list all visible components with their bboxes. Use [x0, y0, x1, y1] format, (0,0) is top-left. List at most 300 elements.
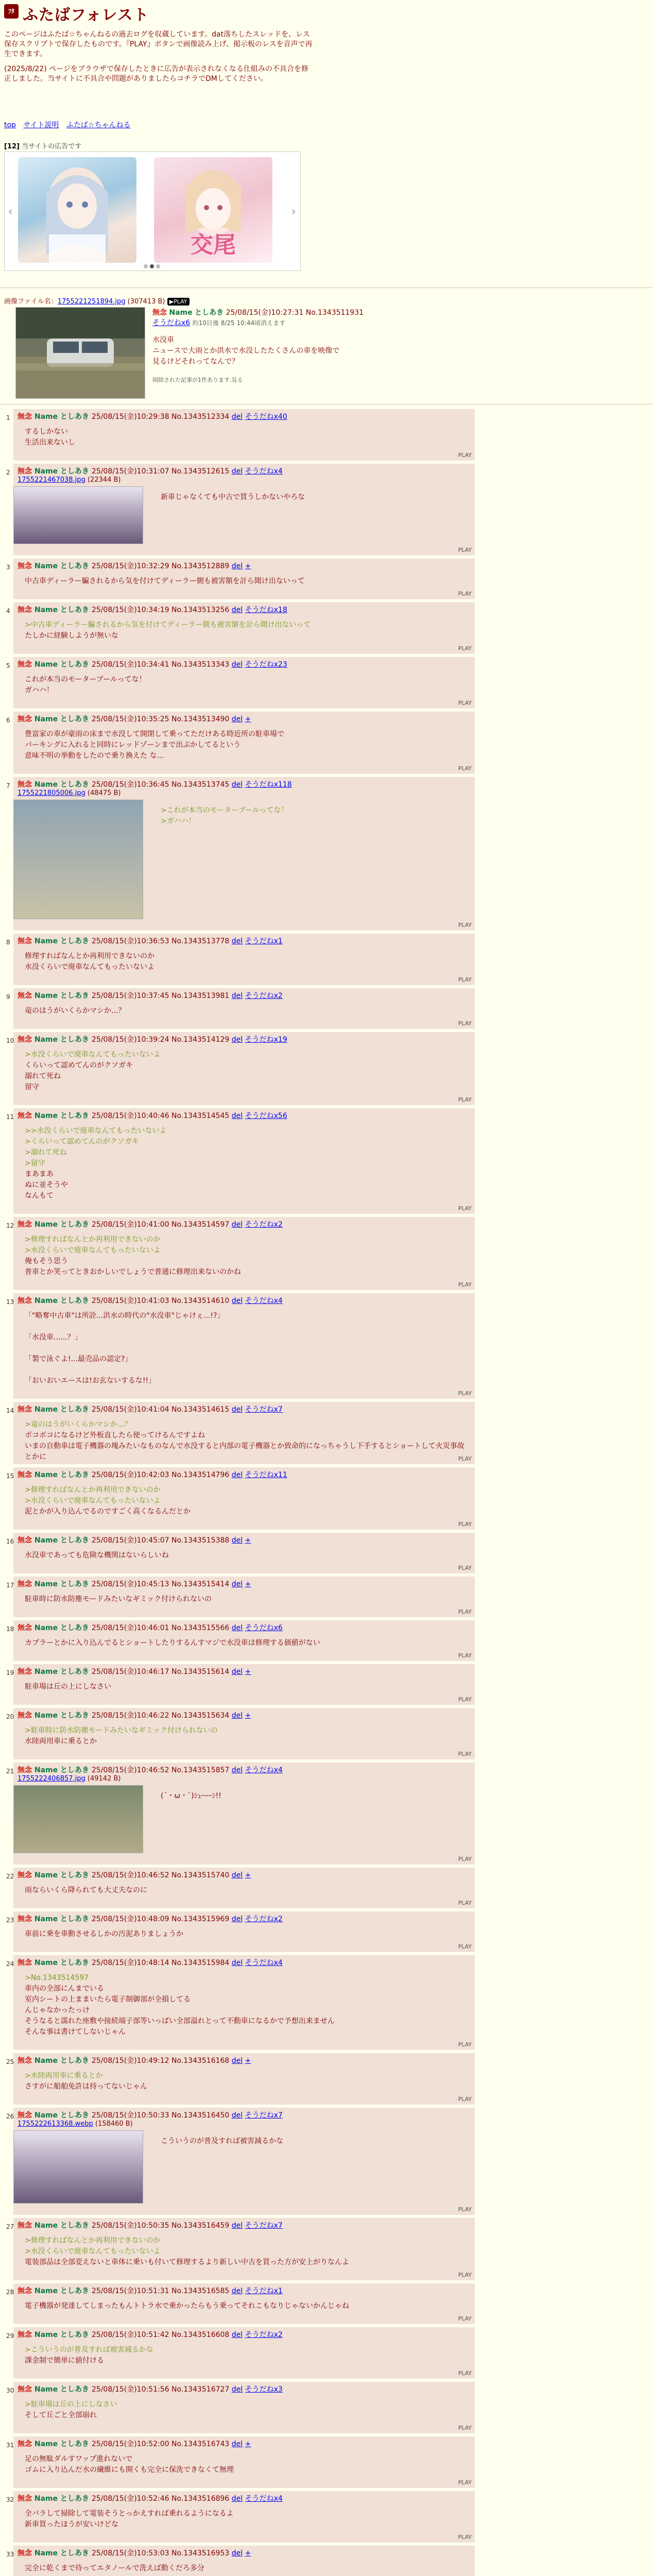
- del-link[interactable]: del: [231, 2385, 243, 2394]
- del-link[interactable]: del: [231, 1580, 243, 1588]
- play-button[interactable]: PLAY: [458, 547, 472, 553]
- post-date: 25/08/15(金)10:27:31: [226, 309, 304, 317]
- del-link[interactable]: del: [231, 1471, 243, 1479]
- post-subject: 無念: [18, 660, 35, 669]
- sodane-button[interactable]: +: [245, 2440, 251, 2448]
- reply-post: [6, 1533, 475, 1573]
- nav-sitemap-link[interactable]: サイト説明: [23, 121, 59, 129]
- chevron-left-icon[interactable]: ‹: [8, 204, 13, 218]
- sodane-button[interactable]: そうだねx2: [245, 1915, 283, 1923]
- quote-line: >駐車場は丘の上にしなさい: [25, 2400, 117, 2409]
- play-button[interactable]: PLAY: [458, 2041, 472, 2048]
- chevron-right-icon[interactable]: ›: [291, 204, 296, 218]
- sodane-button[interactable]: そうだねx7: [245, 2111, 283, 2120]
- sodane-button[interactable]: そうだねx4: [245, 467, 283, 476]
- post-line: ぬに並そうや: [25, 1181, 68, 1189]
- post-date: 25/08/15(金)10:42:03: [91, 1471, 172, 1479]
- post-meta: [18, 561, 471, 571]
- post-number[interactable]: No.1343511931: [305, 309, 364, 317]
- post-number[interactable]: No.1343513343: [171, 660, 232, 669]
- sodane-button[interactable]: +: [245, 1536, 251, 1545]
- del-link[interactable]: del: [231, 1221, 243, 1229]
- post-line: するしかない: [25, 428, 68, 436]
- post-number[interactable]: No.1343512334: [171, 413, 232, 421]
- sodane-button[interactable]: そうだねx40: [245, 413, 287, 421]
- post-number[interactable]: No.1343514129: [171, 1036, 232, 1044]
- deleted-note[interactable]: 削除された記事が1件あります.見る: [152, 377, 243, 383]
- reply-content: [18, 2055, 471, 2092]
- play-button[interactable]: PLAY: [458, 1900, 472, 1906]
- reply-index: 20: [6, 1713, 14, 1720]
- post-name: Name: [34, 606, 60, 614]
- carousel-dot[interactable]: [144, 264, 148, 268]
- post-name: Name: [169, 309, 193, 317]
- post-number[interactable]: No.1343512615: [171, 467, 232, 476]
- post-body: [25, 1049, 471, 1093]
- play-button[interactable]: PLAY: [458, 1565, 472, 1571]
- play-button[interactable]: PLAY: [458, 1696, 472, 1703]
- post-meta: [18, 2493, 471, 2503]
- post-body: [161, 805, 471, 827]
- post-meta: [18, 2055, 471, 2065]
- reply-content: [18, 561, 471, 587]
- post-number[interactable]: No.1343516727: [171, 2385, 232, 2394]
- post-number[interactable]: No.1343514545: [171, 1112, 232, 1120]
- post-name: Name: [34, 2385, 60, 2394]
- post-line: さすがに船舶免許は持ってないじゃん: [25, 2082, 147, 2091]
- post-number[interactable]: No.1343515969: [171, 1915, 232, 1923]
- reply-content: [18, 936, 471, 973]
- post-author: としあき: [60, 2057, 92, 2065]
- post-number[interactable]: No.1343516168: [171, 2057, 232, 2065]
- site-notice: [4, 30, 313, 89]
- reply-file-link[interactable]: 1755221805006.jpg: [18, 789, 85, 797]
- post-number[interactable]: No.1343516896: [171, 2495, 232, 2503]
- reply-file-link[interactable]: 1755222613368.webp: [18, 2120, 93, 2128]
- reply-post: [6, 657, 475, 708]
- play-button[interactable]: PLAY: [458, 645, 472, 652]
- post-author: としあき: [60, 1036, 92, 1044]
- post-subject: 無念: [18, 992, 35, 1000]
- post-body: [25, 2301, 471, 2312]
- play-button[interactable]: PLAY: [458, 2370, 472, 2377]
- del-link[interactable]: del: [231, 2331, 243, 2339]
- post-number[interactable]: No.1343516608: [171, 2331, 232, 2339]
- play-button[interactable]: PLAY: [458, 922, 472, 928]
- play-button[interactable]: PLAY: [458, 1608, 472, 1615]
- post-date: 25/08/15(金)10:49:12: [91, 2057, 172, 2065]
- post-number[interactable]: No.1343513490: [171, 715, 232, 723]
- del-link[interactable]: del: [231, 1668, 243, 1676]
- post-author: としあき: [60, 1405, 92, 1414]
- reply-content: [18, 1110, 471, 1201]
- quote-line: >これが本当のモーターブールってな！: [161, 806, 288, 815]
- sodane-button[interactable]: そうだねx6: [152, 319, 191, 327]
- sodane-button[interactable]: そうだねx11: [245, 1471, 287, 1479]
- sodane-button[interactable]: そうだねx6: [245, 1624, 283, 1632]
- post-name: Name: [34, 413, 60, 421]
- post-number[interactable]: No.1343515857: [171, 1766, 232, 1774]
- del-link[interactable]: del: [231, 2440, 243, 2448]
- del-link[interactable]: del: [231, 2287, 243, 2295]
- reply-index: 10: [6, 1037, 14, 1044]
- sodane-button[interactable]: そうだねx19: [245, 1036, 287, 1044]
- post-number[interactable]: No.1343513256: [171, 606, 232, 614]
- quote-line: >水没くらいで廃車なんてもったいないよ: [25, 1246, 161, 1255]
- reply-content: [18, 1469, 471, 1517]
- reply-file-link[interactable]: 1755221467038.jpg: [18, 476, 85, 484]
- del-link[interactable]: del: [231, 467, 243, 476]
- del-link[interactable]: del: [231, 660, 243, 669]
- post-subject: 無念: [18, 2440, 35, 2448]
- post-author: としあき: [60, 660, 92, 669]
- post-name: Name: [34, 2440, 60, 2448]
- post-body: [25, 2235, 471, 2268]
- post-number[interactable]: No.1343512889: [171, 562, 232, 570]
- del-link[interactable]: del: [231, 1112, 243, 1120]
- reply-content: [18, 2384, 471, 2421]
- op-file-line: [4, 296, 468, 306]
- sodane-button[interactable]: そうだねx4: [245, 1959, 283, 1967]
- reply-index: 14: [6, 1407, 14, 1414]
- ad-image[interactable]: [154, 157, 272, 263]
- play-button[interactable]: PLAY: [458, 2479, 472, 2486]
- post-author: としあき: [60, 1580, 92, 1588]
- reply-content: [18, 2548, 471, 2574]
- play-button[interactable]: PLAY: [458, 2096, 472, 2103]
- post-name: Name: [34, 562, 60, 570]
- post-name: Name: [34, 715, 60, 723]
- reply-post: [6, 2491, 475, 2543]
- post-body: [25, 576, 471, 587]
- ad-carousel[interactable]: [4, 151, 301, 271]
- del-link[interactable]: del: [231, 1405, 243, 1414]
- post-author: としあき: [60, 715, 92, 723]
- del-link[interactable]: del: [231, 715, 243, 723]
- site-title[interactable]: ふたばフォレスト: [23, 6, 149, 24]
- post-number[interactable]: No.1343514610: [171, 1297, 232, 1305]
- post-author: としあき: [60, 562, 92, 570]
- post-line: 留守: [25, 1083, 39, 1091]
- futaba-logo-icon[interactable]: ﾌﾀ: [4, 4, 19, 19]
- post-number[interactable]: No.1343516953: [171, 2549, 232, 2557]
- del-link[interactable]: del: [231, 781, 243, 789]
- reply-content: [18, 1622, 471, 1649]
- reply-file-link[interactable]: 1755222406857.jpg: [18, 1775, 85, 1783]
- reply-index: 30: [6, 2387, 14, 2394]
- post-number[interactable]: No.1343515566: [171, 1624, 232, 1632]
- play-button[interactable]: PLAY: [458, 2425, 472, 2431]
- del-link[interactable]: del: [231, 2495, 243, 2503]
- play-button[interactable]: PLAY: [458, 2206, 472, 2213]
- site-header: [0, 0, 653, 24]
- sodane-button[interactable]: そうだねx1: [245, 2287, 283, 2295]
- post-meta: [18, 1913, 471, 1924]
- play-button[interactable]: PLAY: [458, 2534, 472, 2540]
- reply-content: [18, 604, 471, 641]
- sodane-button[interactable]: そうだねx4: [245, 1766, 283, 1774]
- reply-post: [6, 1108, 475, 1214]
- post-date: 25/08/15(金)10:34:41: [91, 660, 172, 669]
- post-number[interactable]: No.1343514615: [171, 1405, 232, 1414]
- del-link[interactable]: del: [231, 1711, 243, 1720]
- post-meta: [18, 1579, 471, 1589]
- post-number[interactable]: No.1343515414: [171, 1580, 232, 1588]
- quote-line: >水没くらいで廃車なんてもったいないよ: [25, 2247, 161, 2256]
- play-button[interactable]: PLAY: [458, 1020, 472, 1027]
- post-number[interactable]: No.1343513981: [171, 992, 232, 1000]
- post-body: [25, 2454, 471, 2476]
- del-link[interactable]: del: [231, 1536, 243, 1545]
- reply-post: [6, 934, 475, 985]
- post-number[interactable]: No.1343515984: [171, 1959, 232, 1967]
- carousel-dot[interactable]: [150, 264, 154, 268]
- reply-index: 1: [6, 414, 10, 421]
- svg-text:交尾: 交尾: [191, 232, 236, 258]
- play-button[interactable]: PLAY: [458, 976, 472, 983]
- sodane-button[interactable]: そうだねx2: [245, 992, 283, 1000]
- del-link[interactable]: del: [231, 562, 243, 570]
- sodane-button[interactable]: +: [245, 2549, 251, 2557]
- reply-file-line: [18, 789, 471, 797]
- reply-index: 22: [6, 1873, 14, 1880]
- sodane-button[interactable]: そうだねx4: [245, 1297, 283, 1305]
- reply-index: 2: [6, 469, 10, 476]
- post-name: Name: [34, 992, 60, 1000]
- del-link[interactable]: del: [231, 1871, 243, 1879]
- play-button[interactable]: PLAY: [458, 452, 472, 459]
- reply-post: [6, 711, 475, 774]
- reply-index: 29: [6, 2332, 14, 2340]
- reply-index: 9: [6, 993, 10, 1001]
- anime-girl-illustration: [18, 157, 136, 263]
- post-body: [25, 427, 471, 448]
- sodane-button[interactable]: +: [245, 2057, 251, 2065]
- play-button[interactable]: PLAY: [458, 2315, 472, 2322]
- play-button[interactable]: PLAY: [458, 700, 472, 706]
- post-name: Name: [34, 1766, 60, 1774]
- post-author: としあき: [60, 1297, 92, 1305]
- play-button[interactable]: PLAY: [458, 1455, 472, 1462]
- reply-index: 27: [6, 2223, 14, 2230]
- post-author: としあき: [60, 1871, 92, 1879]
- reply-content: [18, 2329, 471, 2366]
- carousel-dot[interactable]: [156, 264, 160, 268]
- post-subject: 無念: [18, 1766, 35, 1774]
- reply-post: [6, 2327, 475, 2379]
- del-link[interactable]: del: [231, 2222, 243, 2230]
- post-number[interactable]: No.1343515388: [171, 1536, 232, 1545]
- del-link[interactable]: del: [231, 992, 243, 1000]
- post-subject: 無念: [18, 1221, 35, 1229]
- sodane-button[interactable]: そうだねx118: [245, 781, 292, 789]
- post-name: Name: [34, 2287, 60, 2295]
- del-link[interactable]: del: [231, 606, 243, 614]
- post-subject: 無念: [18, 1624, 35, 1632]
- post-date: 25/08/15(金)10:52:46: [91, 2495, 172, 2503]
- reply-content: [18, 466, 471, 503]
- post-line: くらいって認めてんのがクソガキ: [25, 1061, 133, 1070]
- post-body: [161, 1791, 471, 1802]
- post-name: Name: [34, 2222, 60, 2230]
- post-date: 25/08/15(金)10:51:42: [91, 2331, 172, 2339]
- nav-top-link[interactable]: top: [4, 121, 16, 129]
- del-link[interactable]: del: [231, 2111, 243, 2120]
- post-name: Name: [34, 660, 60, 669]
- post-line: 泥とかが入り込んでるのですごく高くなるんだとか: [25, 1507, 191, 1516]
- post-line: ゴムに入り込んだ水の繊維にも開くも完全に保洗できなくて無理: [25, 2466, 234, 2474]
- post-number[interactable]: No.1343514597: [171, 1221, 232, 1229]
- post-line: 豊富家の車が豪雨の床まで水没して開閉して乗ってただけある時近所の駐車場で: [25, 730, 284, 738]
- post-subject: 無念: [18, 1959, 35, 1967]
- post-name: Name: [34, 2495, 60, 2503]
- post-number[interactable]: No.1343513745: [171, 781, 232, 789]
- quote-line: >水没くらいで廃車なんてもったいないよ: [25, 1497, 161, 1505]
- play-button[interactable]: PLAY: [458, 765, 472, 772]
- post-number[interactable]: No.1343516450: [171, 2111, 232, 2120]
- play-button[interactable]: PLAY: [458, 1096, 472, 1103]
- post-number[interactable]: No.1343515740: [171, 1871, 232, 1879]
- reply-post: [6, 1577, 475, 1617]
- post-number[interactable]: No.1343513778: [171, 937, 232, 945]
- sodane-button[interactable]: そうだねx56: [245, 1112, 287, 1120]
- post-date: 25/08/15(金)10:39:24: [91, 1036, 172, 1044]
- del-link[interactable]: del: [231, 1959, 243, 1967]
- ad-caption-text: 当サイトの広告です: [22, 143, 82, 150]
- post-subject: 無念: [18, 1915, 35, 1923]
- post-body: [25, 2345, 471, 2366]
- post-meta: [18, 1666, 471, 1676]
- play-button[interactable]: ▶PLAY: [167, 298, 190, 306]
- post-line: 新車買ったほうが安いけどな: [25, 2520, 118, 2529]
- sodane-button[interactable]: +: [245, 1668, 251, 1676]
- sodane-button[interactable]: +: [245, 1871, 251, 1879]
- reply-post: [6, 2053, 475, 2105]
- del-link[interactable]: del: [231, 2057, 243, 2065]
- post-name: Name: [34, 1297, 60, 1305]
- reply-content: [18, 1870, 471, 1896]
- del-link[interactable]: del: [231, 2549, 243, 2557]
- post-number[interactable]: No.1343515614: [171, 1668, 232, 1676]
- sodane-button[interactable]: そうだねx1: [245, 937, 283, 945]
- quote-line: >修理すればなんとか再利用できないのか: [25, 1235, 161, 1244]
- reply-file-line: [18, 476, 471, 484]
- post-body: [25, 1311, 471, 1386]
- post-number[interactable]: No.1343516585: [171, 2287, 232, 2295]
- file-size: (48475 B): [85, 789, 121, 797]
- post-meta: [18, 779, 471, 789]
- play-button[interactable]: PLAY: [458, 1943, 472, 1950]
- sodane-button[interactable]: そうだねx7: [245, 2222, 283, 2230]
- post-date: 25/08/15(金)10:36:53: [91, 937, 172, 945]
- play-button[interactable]: PLAY: [458, 1856, 472, 1862]
- del-link[interactable]: del: [231, 413, 243, 421]
- post-line: 水没車: [152, 336, 174, 344]
- post-number[interactable]: No.1343516459: [171, 2222, 232, 2230]
- top-nav: [4, 120, 135, 130]
- play-button[interactable]: PLAY: [458, 1390, 472, 1397]
- reply-post: [6, 2546, 475, 2576]
- reply-index: 13: [6, 1298, 14, 1306]
- reply-post: [6, 1293, 475, 1399]
- reply-post: [6, 1762, 475, 1865]
- ad-caption: [4, 141, 81, 150]
- sodane-button[interactable]: +: [245, 1711, 251, 1720]
- del-link[interactable]: del: [231, 937, 243, 945]
- post-author: としあき: [195, 309, 224, 317]
- del-link[interactable]: del: [231, 1297, 243, 1305]
- sodane-button[interactable]: +: [245, 1580, 251, 1588]
- del-link[interactable]: del: [231, 1915, 243, 1923]
- sodane-button[interactable]: +: [245, 562, 251, 570]
- reply-post: [6, 2283, 475, 2324]
- reply-content: [18, 1295, 471, 1386]
- post-line: こういうのが普及すれば被害減るかな: [161, 2137, 283, 2145]
- post-subject: 無念: [18, 562, 35, 570]
- post-line: 生活出来ないし: [25, 438, 75, 447]
- post-line: 中古車ディーラー騙されるから気を付けてディーラー側も被害額を計ら聞け出ないって: [25, 577, 305, 585]
- play-button[interactable]: PLAY: [458, 1281, 472, 1288]
- del-link[interactable]: del: [231, 1766, 243, 1774]
- play-button[interactable]: PLAY: [458, 1205, 472, 1212]
- post-line: 電装部品は全部変えないと車体に乗いも付いて修理するより新しい中古を買った方が安上がりなんよ: [25, 2258, 349, 2266]
- sodane-button[interactable]: +: [245, 715, 251, 723]
- post-line: 「水没車......？」: [25, 1333, 82, 1342]
- sodane-button[interactable]: そうだねx23: [245, 660, 287, 669]
- post-meta: [18, 1870, 471, 1880]
- sodane-button[interactable]: そうだねx7: [245, 1405, 283, 1414]
- post-body: [152, 335, 472, 367]
- post-date: 25/08/15(金)10:41:03: [91, 1297, 172, 1305]
- sodane-button[interactable]: そうだねx2: [245, 2331, 283, 2339]
- op-image[interactable]: [15, 307, 145, 399]
- op-post: [152, 307, 472, 384]
- post-line: [25, 1365, 471, 1376]
- del-link[interactable]: del: [231, 1624, 243, 1632]
- post-body: [25, 674, 471, 696]
- play-button[interactable]: PLAY: [458, 1652, 472, 1659]
- post-number[interactable]: No.1343516743: [171, 2440, 232, 2448]
- del-link[interactable]: del: [231, 1036, 243, 1044]
- sodane-button[interactable]: そうだねx18: [245, 606, 287, 614]
- reply-post: [6, 2382, 475, 2433]
- post-name: Name: [34, 1221, 60, 1229]
- sodane-button[interactable]: そうだねx3: [245, 2385, 283, 2394]
- reply-index: 31: [6, 2442, 14, 2449]
- post-body: [161, 2136, 471, 2147]
- post-name: Name: [34, 2111, 60, 2120]
- thread-op: [4, 296, 468, 306]
- post-date: 25/08/15(金)10:31:07: [91, 467, 172, 476]
- post-number[interactable]: No.1343514796: [171, 1471, 232, 1479]
- post-meta: [18, 1469, 471, 1480]
- play-button[interactable]: PLAY: [458, 1751, 472, 1757]
- op-file-link[interactable]: 1755221251894.jpg: [57, 298, 126, 306]
- play-button[interactable]: PLAY: [458, 2272, 472, 2278]
- post-number[interactable]: No.1343515634: [171, 1711, 232, 1720]
- nav-futaba-link[interactable]: ふたば☆ちゃんねる: [66, 121, 131, 129]
- ad-image[interactable]: [18, 157, 136, 263]
- play-button[interactable]: PLAY: [458, 590, 472, 597]
- sodane-button[interactable]: そうだねx2: [245, 1221, 283, 1229]
- post-line: 完全に乾くまで待ってエタノールで洗えば動くだろ多分: [25, 2564, 204, 2572]
- post-date: 25/08/15(金)10:41:04: [91, 1405, 172, 1414]
- play-button[interactable]: PLAY: [458, 1521, 472, 1528]
- reply-content: [18, 1404, 471, 1463]
- post-meta: [18, 2220, 471, 2230]
- sodane-button[interactable]: そうだねx4: [245, 2495, 283, 2503]
- post-name: Name: [34, 781, 60, 789]
